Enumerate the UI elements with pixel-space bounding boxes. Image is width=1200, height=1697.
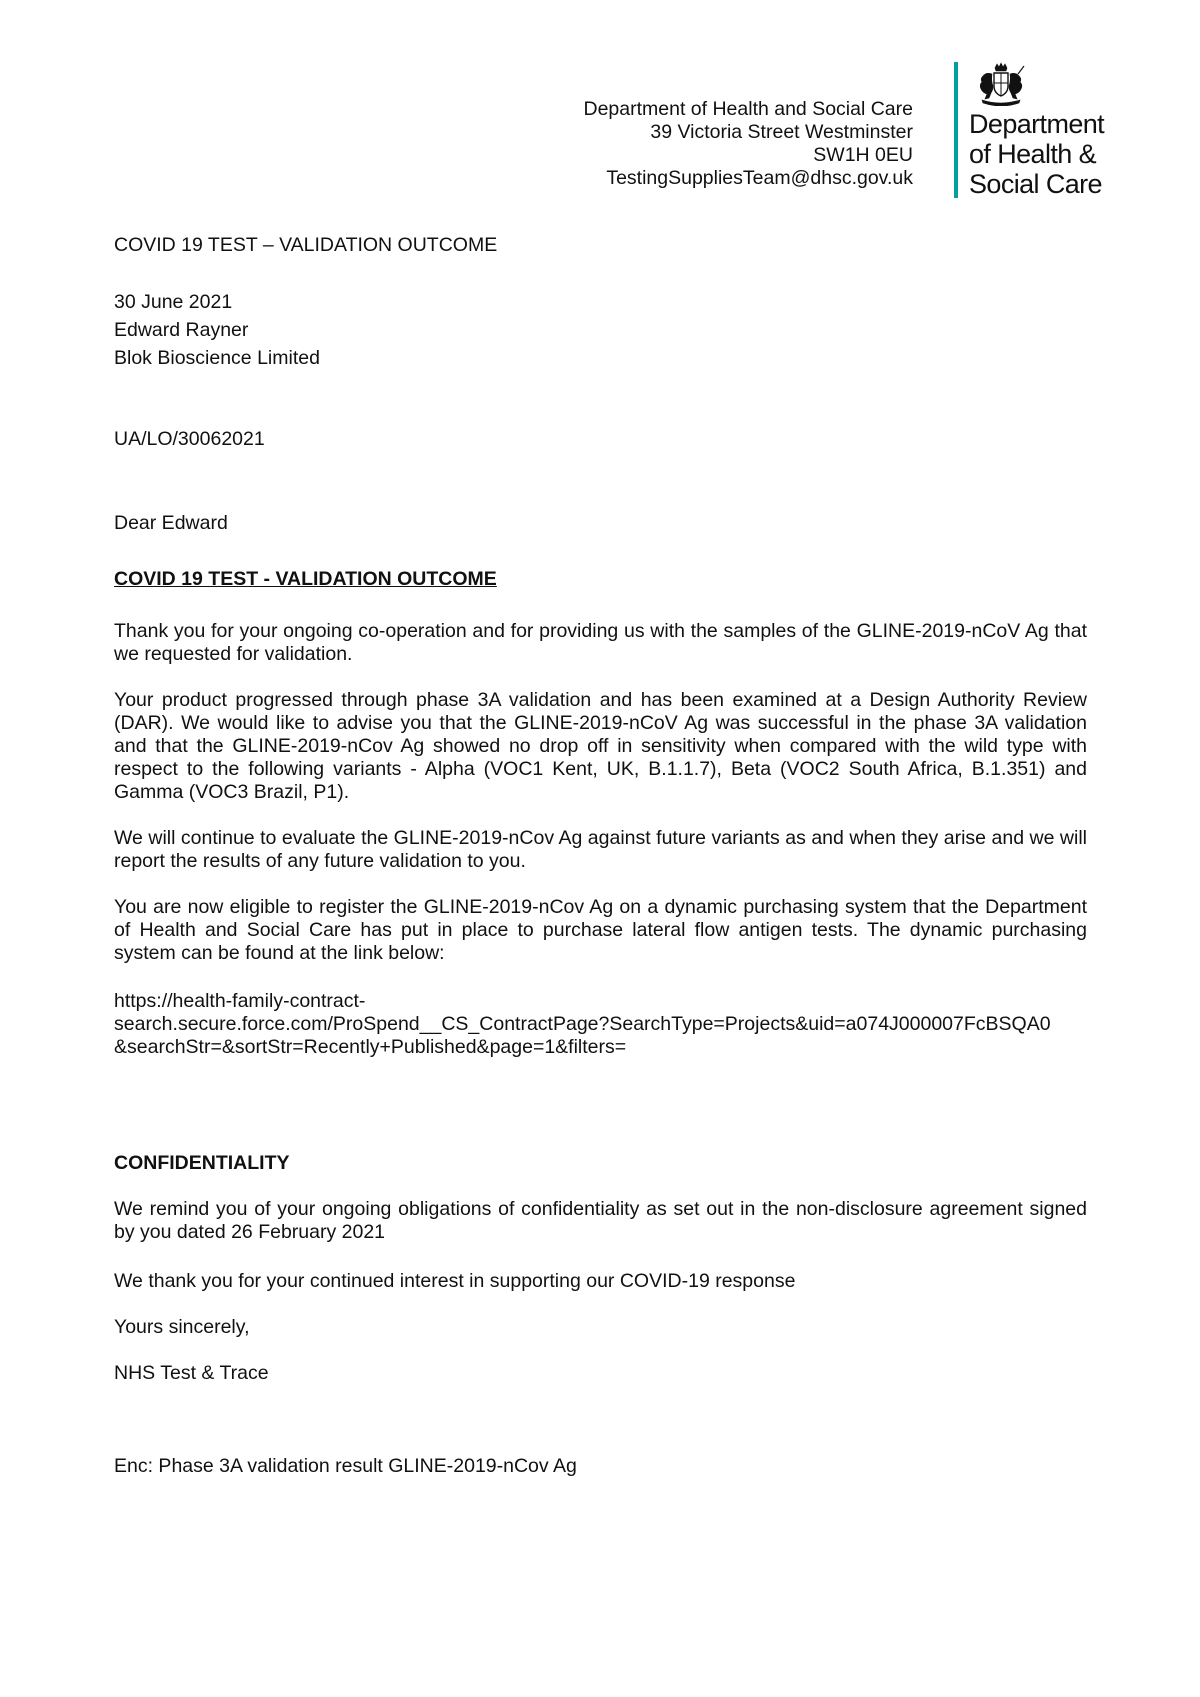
recipient-block bbox=[114, 291, 1087, 370]
url-line-2: search.secure.force.com/ProSpend__CS_ContractPage?SearchType=Projects&uid=a074J000007FcBSQA0 bbox=[114, 1013, 1051, 1035]
logo-line-3: Social Care bbox=[969, 169, 1102, 199]
url-line-1: https://health-family-contract- bbox=[114, 990, 366, 1012]
thanks-line: We thank you for your continued interest in supporting our COVID-19 response bbox=[114, 1270, 796, 1292]
logo-line-1: Department bbox=[969, 109, 1105, 139]
logo-line-2: of Health & bbox=[969, 139, 1096, 169]
enclosure-note: Enc: Phase 3A validation result GLINE-2019-nCov Ag bbox=[114, 1455, 577, 1477]
salutation: Dear Edward bbox=[114, 512, 228, 534]
sender-name: Department of Health and Social Care bbox=[583, 98, 913, 120]
confidentiality-heading: CONFIDENTIALITY bbox=[114, 1152, 290, 1174]
sender-street: 39 Victoria Street Westminster bbox=[650, 121, 913, 143]
recipient-company: Blok Bioscience Limited bbox=[114, 347, 320, 369]
confidentiality-text: We remind you of your ongoing obligations of confidentiality as set out in the non-disclosure agreement signed by you dated 26 February 2021 bbox=[114, 1198, 1087, 1243]
purchasing-system-link[interactable] bbox=[114, 990, 1104, 1059]
sender-postcode: SW1H 0EU bbox=[813, 144, 913, 166]
logo-wordmark bbox=[969, 109, 1104, 199]
sender-email: TestingSuppliesTeam@dhsc.gov.uk bbox=[606, 167, 913, 189]
signatory: NHS Test & Trace bbox=[114, 1362, 269, 1384]
paragraph-4: You are now eligible to register the GLINE-2019-nCov Ag on a dynamic purchasing system that the Department of Health and Social Care has put in place to purchase lateral flow antigen tests. The dynamic purchasing system can be found at the link below: bbox=[114, 896, 1087, 964]
royal-coat-of-arms-icon bbox=[972, 62, 1030, 106]
letter-title: COVID 19 TEST – VALIDATION OUTCOME bbox=[114, 234, 498, 256]
logo-accent-bar bbox=[954, 62, 958, 198]
url-line-3: &searchStr=&sortStr=Recently+Published&page=1&filters= bbox=[114, 1036, 627, 1058]
sender-address bbox=[493, 98, 913, 190]
recipient-name: Edward Rayner bbox=[114, 319, 249, 341]
dhsc-logo bbox=[954, 62, 1124, 198]
paragraph-1: Thank you for your ongoing co-operation and for providing us with the samples of the GLINE-2019-nCoV Ag that we requested for validation. bbox=[114, 620, 1087, 665]
paragraph-2: Your product progressed through phase 3A validation and has been examined at a Design Authority Review (DAR). We would like to advise you that the GLINE-2019-nCoV Ag was successful in the phase 3A validation and that the GLINE-2019-nCov Ag showed no drop off in sensitivity when compared with the wild type with respect to the following variants - Alpha (VOC1 Kent, UK, B.1.1.7), Beta (VOC2 South Africa, B.1.351) and Gamma (VOC3 Brazil, P1). bbox=[114, 689, 1087, 803]
closing: Yours sincerely, bbox=[114, 1316, 250, 1338]
reference-number: UA/LO/30062021 bbox=[114, 428, 265, 450]
subject-heading: COVID 19 TEST - VALIDATION OUTCOME bbox=[114, 568, 497, 590]
letter-date: 30 June 2021 bbox=[114, 291, 233, 313]
paragraph-3: We will continue to evaluate the GLINE-2019-nCov Ag against future variants as and when they arise and we will report the results of any future validation to you. bbox=[114, 827, 1087, 872]
